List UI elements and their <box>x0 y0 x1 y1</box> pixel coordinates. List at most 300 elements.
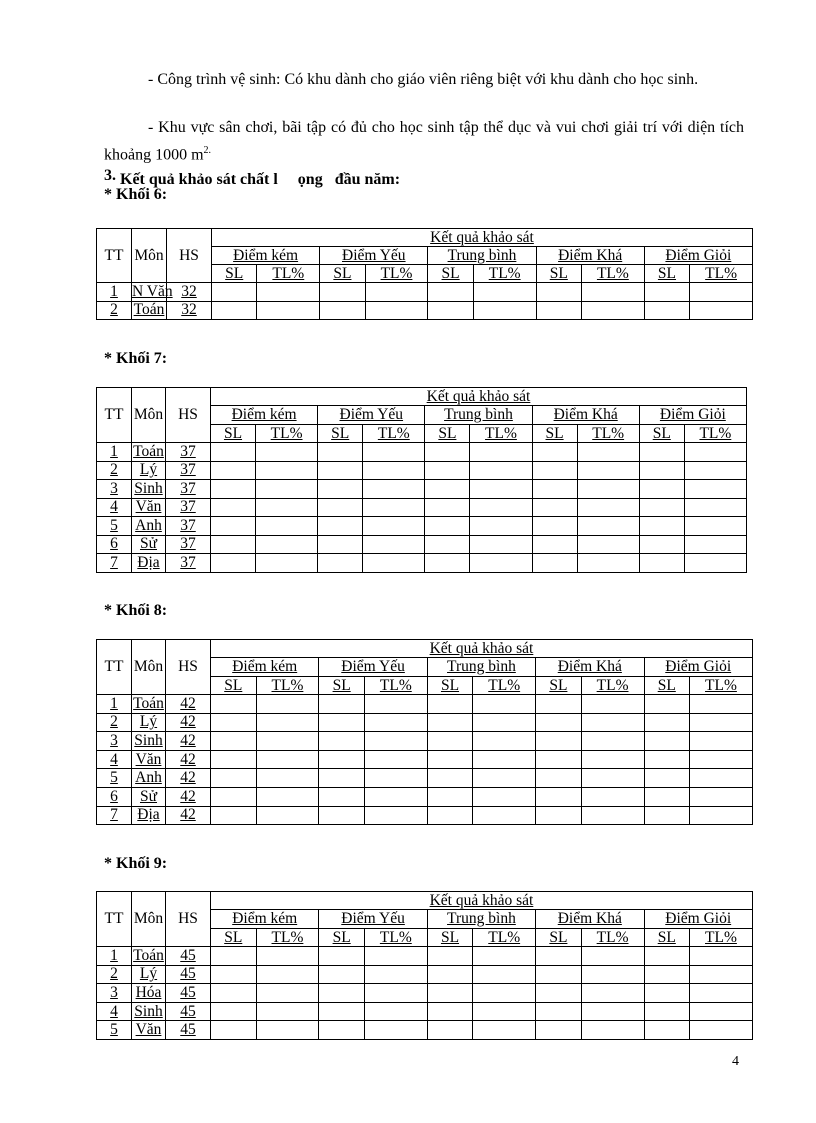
row-empty-cell[interactable] <box>639 443 684 462</box>
header-level: Điểm kém <box>211 910 319 929</box>
header-sl: SL <box>320 265 365 283</box>
row-empty-cell[interactable] <box>211 984 257 1003</box>
row-empty-cell[interactable] <box>577 461 639 480</box>
header-hs: HS <box>167 229 212 283</box>
row-empty-cell[interactable] <box>427 984 473 1003</box>
row-empty-cell[interactable] <box>427 1002 473 1021</box>
row-empty-cell[interactable] <box>581 732 644 751</box>
row-empty-cell[interactable] <box>536 787 582 806</box>
row-tt: 7 <box>97 806 132 825</box>
row-empty-cell[interactable] <box>536 283 581 302</box>
row-hs: 42 <box>166 769 211 788</box>
row-empty-cell[interactable] <box>473 984 536 1003</box>
row-subject: Lý <box>132 965 166 984</box>
row-tt: 4 <box>97 498 132 517</box>
table-row <box>97 787 753 806</box>
row-empty-cell[interactable] <box>473 769 536 788</box>
row-empty-cell[interactable] <box>364 984 427 1003</box>
row-empty-cell[interactable] <box>363 461 425 480</box>
table-row <box>97 984 753 1003</box>
row-empty-cell[interactable] <box>473 806 536 825</box>
row-empty-cell[interactable] <box>639 480 684 499</box>
row-tt: 4 <box>97 750 132 769</box>
row-empty-cell[interactable] <box>577 554 639 573</box>
row-empty-cell[interactable] <box>428 283 473 302</box>
row-empty-cell[interactable] <box>473 965 536 984</box>
row-empty-cell[interactable] <box>581 695 644 714</box>
row-empty-cell[interactable] <box>363 535 425 554</box>
row-empty-cell[interactable] <box>644 769 690 788</box>
row-empty-cell[interactable] <box>211 535 256 554</box>
row-empty-cell[interactable] <box>536 301 581 320</box>
row-hs: 32 <box>167 301 212 320</box>
row-empty-cell[interactable] <box>577 535 639 554</box>
row-empty-cell[interactable] <box>211 480 256 499</box>
header-tl: TL% <box>690 677 753 695</box>
row-empty-cell[interactable] <box>319 984 365 1003</box>
row-empty-cell[interactable] <box>690 984 753 1003</box>
row-tt: 2 <box>97 461 132 480</box>
header-sl: SL <box>319 677 365 695</box>
row-empty-cell[interactable] <box>536 713 582 732</box>
row-empty-cell[interactable] <box>211 769 257 788</box>
header-tl: TL% <box>256 929 319 947</box>
row-empty-cell[interactable] <box>364 965 427 984</box>
row-empty-cell[interactable] <box>427 769 473 788</box>
row-empty-cell[interactable] <box>318 517 363 536</box>
row-empty-cell[interactable] <box>364 713 427 732</box>
row-empty-cell[interactable] <box>211 695 257 714</box>
row-empty-cell[interactable] <box>364 695 427 714</box>
row-empty-cell[interactable] <box>211 750 257 769</box>
row-empty-cell[interactable] <box>364 1002 427 1021</box>
row-empty-cell[interactable] <box>532 498 577 517</box>
header-sl: SL <box>532 425 577 443</box>
row-empty-cell[interactable] <box>577 498 639 517</box>
row-empty-cell[interactable] <box>365 283 428 302</box>
row-empty-cell[interactable] <box>581 806 644 825</box>
row-empty-cell[interactable] <box>536 750 582 769</box>
row-empty-cell[interactable] <box>364 769 427 788</box>
row-empty-cell[interactable] <box>256 732 319 751</box>
row-subject: Anh <box>132 517 166 536</box>
row-empty-cell[interactable] <box>256 535 318 554</box>
row-hs: 42 <box>166 787 211 806</box>
row-empty-cell[interactable] <box>256 1021 319 1040</box>
row-empty-cell[interactable] <box>536 947 582 966</box>
row-empty-cell[interactable] <box>318 535 363 554</box>
row-empty-cell[interactable] <box>256 517 318 536</box>
row-empty-cell[interactable] <box>427 965 473 984</box>
row-empty-cell[interactable] <box>319 806 365 825</box>
table-row <box>97 806 753 825</box>
row-empty-cell[interactable] <box>211 554 256 573</box>
row-empty-cell[interactable] <box>256 965 319 984</box>
row-empty-cell[interactable] <box>536 1002 582 1021</box>
row-empty-cell[interactable] <box>364 787 427 806</box>
header-result: Kết quả khảo sát <box>211 640 753 658</box>
header-hs: HS <box>166 640 211 695</box>
header-level: Điểm kém <box>211 406 318 425</box>
row-empty-cell[interactable] <box>644 1002 690 1021</box>
row-empty-cell[interactable] <box>532 517 577 536</box>
row-empty-cell[interactable] <box>365 301 428 320</box>
row-empty-cell[interactable] <box>684 480 746 499</box>
row-empty-cell[interactable] <box>364 1021 427 1040</box>
row-empty-cell[interactable] <box>690 769 753 788</box>
row-empty-cell[interactable] <box>581 713 644 732</box>
row-empty-cell[interactable] <box>319 965 365 984</box>
row-empty-cell[interactable] <box>211 713 257 732</box>
row-empty-cell[interactable] <box>425 535 470 554</box>
row-empty-cell[interactable] <box>473 732 536 751</box>
row-empty-cell[interactable] <box>644 1021 690 1040</box>
row-empty-cell[interactable] <box>364 732 427 751</box>
table-row <box>97 769 753 788</box>
row-empty-cell[interactable] <box>690 787 753 806</box>
row-empty-cell[interactable] <box>470 517 532 536</box>
row-empty-cell[interactable] <box>532 554 577 573</box>
row-empty-cell[interactable] <box>639 535 684 554</box>
row-empty-cell[interactable] <box>318 554 363 573</box>
header-tl: TL% <box>365 265 428 283</box>
row-empty-cell[interactable] <box>581 947 644 966</box>
row-empty-cell[interactable] <box>644 787 690 806</box>
row-empty-cell[interactable] <box>639 498 684 517</box>
row-empty-cell[interactable] <box>577 517 639 536</box>
row-subject: Sinh <box>132 1002 166 1021</box>
row-empty-cell[interactable] <box>256 554 318 573</box>
row-empty-cell[interactable] <box>257 283 320 302</box>
row-empty-cell[interactable] <box>473 1002 536 1021</box>
row-empty-cell[interactable] <box>470 443 532 462</box>
row-empty-cell[interactable] <box>581 1021 644 1040</box>
header-tl: TL% <box>257 265 320 283</box>
row-subject: Toán <box>133 694 164 712</box>
row-empty-cell[interactable] <box>581 984 644 1003</box>
row-empty-cell[interactable] <box>690 713 753 732</box>
row-empty-cell[interactable] <box>577 480 639 499</box>
row-empty-cell[interactable] <box>690 283 753 302</box>
header-tl: TL% <box>684 425 746 443</box>
header-sl: SL <box>644 929 690 947</box>
row-empty-cell[interactable] <box>427 732 473 751</box>
row-empty-cell[interactable] <box>211 498 256 517</box>
row-empty-cell[interactable] <box>427 713 473 732</box>
row-empty-cell[interactable] <box>256 461 318 480</box>
block-title: * Khối 6: <box>104 186 168 203</box>
row-empty-cell[interactable] <box>581 769 644 788</box>
header-tl: TL% <box>364 929 427 947</box>
header-level: Điểm Yếu <box>318 406 425 425</box>
row-empty-cell[interactable] <box>684 554 746 573</box>
header-tl: TL% <box>690 265 753 283</box>
row-subject: Văn <box>132 1021 166 1040</box>
header-tl: TL% <box>473 677 536 695</box>
row-empty-cell[interactable] <box>690 965 753 984</box>
header-tl: TL% <box>690 929 753 947</box>
row-empty-cell[interactable] <box>427 787 473 806</box>
row-empty-cell[interactable] <box>319 769 365 788</box>
row-empty-cell[interactable] <box>256 947 319 966</box>
row-empty-cell[interactable] <box>319 787 365 806</box>
row-empty-cell[interactable] <box>256 806 319 825</box>
row-empty-cell[interactable] <box>319 732 365 751</box>
header-mon: Môn <box>132 640 166 695</box>
row-empty-cell[interactable] <box>644 283 689 302</box>
row-empty-cell[interactable] <box>427 806 473 825</box>
row-empty-cell[interactable] <box>581 787 644 806</box>
row-empty-cell[interactable] <box>363 498 425 517</box>
row-empty-cell[interactable] <box>536 695 582 714</box>
row-empty-cell[interactable] <box>364 947 427 966</box>
header-mon: Môn <box>132 388 166 443</box>
row-empty-cell[interactable] <box>473 713 536 732</box>
row-hs: 37 <box>166 517 211 536</box>
header-result: Kết quả khảo sát <box>212 229 753 247</box>
row-subject: N Văn <box>132 282 173 300</box>
row-empty-cell[interactable] <box>211 1021 257 1040</box>
row-tt: 6 <box>97 535 132 554</box>
row-empty-cell[interactable] <box>319 750 365 769</box>
row-empty-cell[interactable] <box>581 750 644 769</box>
row-empty-cell[interactable] <box>256 1002 319 1021</box>
row-empty-cell[interactable] <box>211 787 257 806</box>
row-empty-cell[interactable] <box>473 750 536 769</box>
header-level: Điểm Khá <box>532 406 639 425</box>
row-empty-cell[interactable] <box>690 732 753 751</box>
row-hs: 42 <box>166 732 211 751</box>
row-empty-cell[interactable] <box>577 443 639 462</box>
row-empty-cell[interactable] <box>427 1021 473 1040</box>
row-empty-cell[interactable] <box>644 301 689 320</box>
row-empty-cell[interactable] <box>473 283 536 302</box>
row-empty-cell[interactable] <box>644 965 690 984</box>
row-empty-cell[interactable] <box>690 750 753 769</box>
row-empty-cell[interactable] <box>427 947 473 966</box>
table-row <box>97 517 747 536</box>
row-empty-cell[interactable] <box>536 984 582 1003</box>
row-empty-cell[interactable] <box>690 695 753 714</box>
header-sl: SL <box>644 265 689 283</box>
header-tt: TT <box>97 892 132 947</box>
row-empty-cell[interactable] <box>212 283 257 302</box>
row-empty-cell[interactable] <box>473 695 536 714</box>
row-empty-cell[interactable] <box>582 283 645 302</box>
row-empty-cell[interactable] <box>425 554 470 573</box>
header-level: Điểm Yếu <box>319 910 427 929</box>
row-empty-cell[interactable] <box>319 1002 365 1021</box>
header-sl: SL <box>425 425 470 443</box>
header-row <box>97 229 753 247</box>
row-empty-cell[interactable] <box>473 947 536 966</box>
row-empty-cell[interactable] <box>427 750 473 769</box>
row-empty-cell[interactable] <box>318 498 363 517</box>
row-empty-cell[interactable] <box>581 1002 644 1021</box>
row-empty-cell[interactable] <box>427 695 473 714</box>
row-empty-cell[interactable] <box>319 713 365 732</box>
row-empty-cell[interactable] <box>256 769 319 788</box>
row-empty-cell[interactable] <box>257 301 320 320</box>
row-hs: 42 <box>166 806 211 825</box>
row-empty-cell[interactable] <box>644 750 690 769</box>
row-empty-cell[interactable] <box>211 443 256 462</box>
row-empty-cell[interactable] <box>318 480 363 499</box>
row-empty-cell[interactable] <box>319 1021 365 1040</box>
row-empty-cell[interactable] <box>470 480 532 499</box>
row-subject: Toán <box>133 946 164 964</box>
row-empty-cell[interactable] <box>536 732 582 751</box>
row-empty-cell[interactable] <box>318 443 363 462</box>
row-empty-cell[interactable] <box>319 695 365 714</box>
row-empty-cell[interactable] <box>425 498 470 517</box>
table-row <box>97 301 753 320</box>
row-empty-cell[interactable] <box>690 947 753 966</box>
row-empty-cell[interactable] <box>581 965 644 984</box>
row-empty-cell[interactable] <box>212 301 257 320</box>
header-sl: SL <box>639 425 684 443</box>
header-level: Trung bình <box>428 247 536 265</box>
header-tl: TL% <box>256 425 318 443</box>
row-empty-cell[interactable] <box>319 947 365 966</box>
row-empty-cell[interactable] <box>363 517 425 536</box>
row-subject: Địa <box>132 554 166 573</box>
row-empty-cell[interactable] <box>470 554 532 573</box>
row-empty-cell[interactable] <box>320 283 365 302</box>
row-empty-cell[interactable] <box>532 461 577 480</box>
row-empty-cell[interactable] <box>256 480 318 499</box>
row-empty-cell[interactable] <box>690 1021 753 1040</box>
row-empty-cell[interactable] <box>644 947 690 966</box>
row-tt: 1 <box>97 443 132 462</box>
row-empty-cell[interactable] <box>639 461 684 480</box>
header-sl: SL <box>427 929 473 947</box>
row-empty-cell[interactable] <box>532 480 577 499</box>
header-hs: HS <box>166 892 211 947</box>
row-empty-cell[interactable] <box>363 443 425 462</box>
row-empty-cell[interactable] <box>425 480 470 499</box>
row-empty-cell[interactable] <box>428 301 473 320</box>
row-empty-cell[interactable] <box>425 443 470 462</box>
row-empty-cell[interactable] <box>690 806 753 825</box>
row-empty-cell[interactable] <box>470 498 532 517</box>
row-subject: Sử <box>132 535 166 554</box>
row-empty-cell[interactable] <box>470 461 532 480</box>
row-empty-cell[interactable] <box>532 443 577 462</box>
row-empty-cell[interactable] <box>644 713 690 732</box>
row-empty-cell[interactable] <box>639 554 684 573</box>
row-empty-cell[interactable] <box>639 517 684 536</box>
row-empty-cell[interactable] <box>473 301 536 320</box>
row-empty-cell[interactable] <box>256 984 319 1003</box>
row-subject: Địa <box>132 806 166 825</box>
row-tt: 5 <box>97 769 132 788</box>
survey-table <box>96 228 753 320</box>
row-empty-cell[interactable] <box>582 301 645 320</box>
row-empty-cell[interactable] <box>684 461 746 480</box>
row-empty-cell[interactable] <box>256 498 318 517</box>
row-empty-cell[interactable] <box>684 535 746 554</box>
row-subject: Sinh <box>132 480 166 499</box>
row-hs: 45 <box>166 965 211 984</box>
row-empty-cell[interactable] <box>425 517 470 536</box>
row-empty-cell[interactable] <box>473 787 536 806</box>
page-number: 4 <box>732 1054 739 1069</box>
row-empty-cell[interactable] <box>644 695 690 714</box>
row-tt: 3 <box>97 480 132 499</box>
row-empty-cell[interactable] <box>364 806 427 825</box>
survey-table <box>96 891 753 1040</box>
row-tt: 6 <box>97 787 132 806</box>
row-empty-cell[interactable] <box>211 732 257 751</box>
row-hs: 45 <box>166 947 211 966</box>
header-level: Điểm Khá <box>536 910 644 929</box>
row-empty-cell[interactable] <box>536 965 582 984</box>
row-empty-cell[interactable] <box>644 732 690 751</box>
row-empty-cell[interactable] <box>256 713 319 732</box>
row-empty-cell[interactable] <box>211 517 256 536</box>
row-hs: 45 <box>166 1002 211 1021</box>
row-empty-cell[interactable] <box>690 301 753 320</box>
row-empty-cell[interactable] <box>536 769 582 788</box>
row-subject: Anh <box>132 769 166 788</box>
paragraph-hygiene <box>104 68 744 91</box>
row-empty-cell[interactable] <box>211 947 257 966</box>
row-empty-cell[interactable] <box>363 554 425 573</box>
row-empty-cell[interactable] <box>211 965 257 984</box>
row-empty-cell[interactable] <box>320 301 365 320</box>
row-empty-cell[interactable] <box>684 517 746 536</box>
row-empty-cell[interactable] <box>470 535 532 554</box>
row-empty-cell[interactable] <box>644 806 690 825</box>
row-empty-cell[interactable] <box>211 461 256 480</box>
row-empty-cell[interactable] <box>256 443 318 462</box>
row-empty-cell[interactable] <box>256 695 319 714</box>
row-empty-cell[interactable] <box>536 806 582 825</box>
header-level: Điểm Yếu <box>319 658 427 677</box>
row-empty-cell[interactable] <box>536 1021 582 1040</box>
header-level: Điểm Yếu <box>320 247 428 265</box>
row-empty-cell[interactable] <box>684 443 746 462</box>
row-hs: 37 <box>166 443 211 462</box>
row-empty-cell[interactable] <box>256 750 319 769</box>
row-subject: Văn <box>132 498 166 517</box>
header-sl: SL <box>319 929 365 947</box>
row-empty-cell[interactable] <box>211 1002 257 1021</box>
row-hs: 37 <box>166 498 211 517</box>
row-empty-cell[interactable] <box>644 984 690 1003</box>
row-hs: 37 <box>166 535 211 554</box>
row-empty-cell[interactable] <box>364 750 427 769</box>
row-empty-cell[interactable] <box>256 787 319 806</box>
row-empty-cell[interactable] <box>690 1002 753 1021</box>
row-empty-cell[interactable] <box>532 535 577 554</box>
header-tl: TL% <box>473 265 536 283</box>
row-empty-cell[interactable] <box>363 480 425 499</box>
header-sl: SL <box>536 265 581 283</box>
header-level: Trung bình <box>427 910 535 929</box>
table-row <box>97 695 753 714</box>
row-empty-cell[interactable] <box>684 498 746 517</box>
row-empty-cell[interactable] <box>473 1021 536 1040</box>
row-subject: Lý <box>132 713 166 732</box>
row-hs: 42 <box>166 713 211 732</box>
row-empty-cell[interactable] <box>211 806 257 825</box>
row-empty-cell[interactable] <box>425 461 470 480</box>
row-tt: 1 <box>97 283 132 302</box>
header-row <box>97 640 753 658</box>
row-empty-cell[interactable] <box>318 461 363 480</box>
